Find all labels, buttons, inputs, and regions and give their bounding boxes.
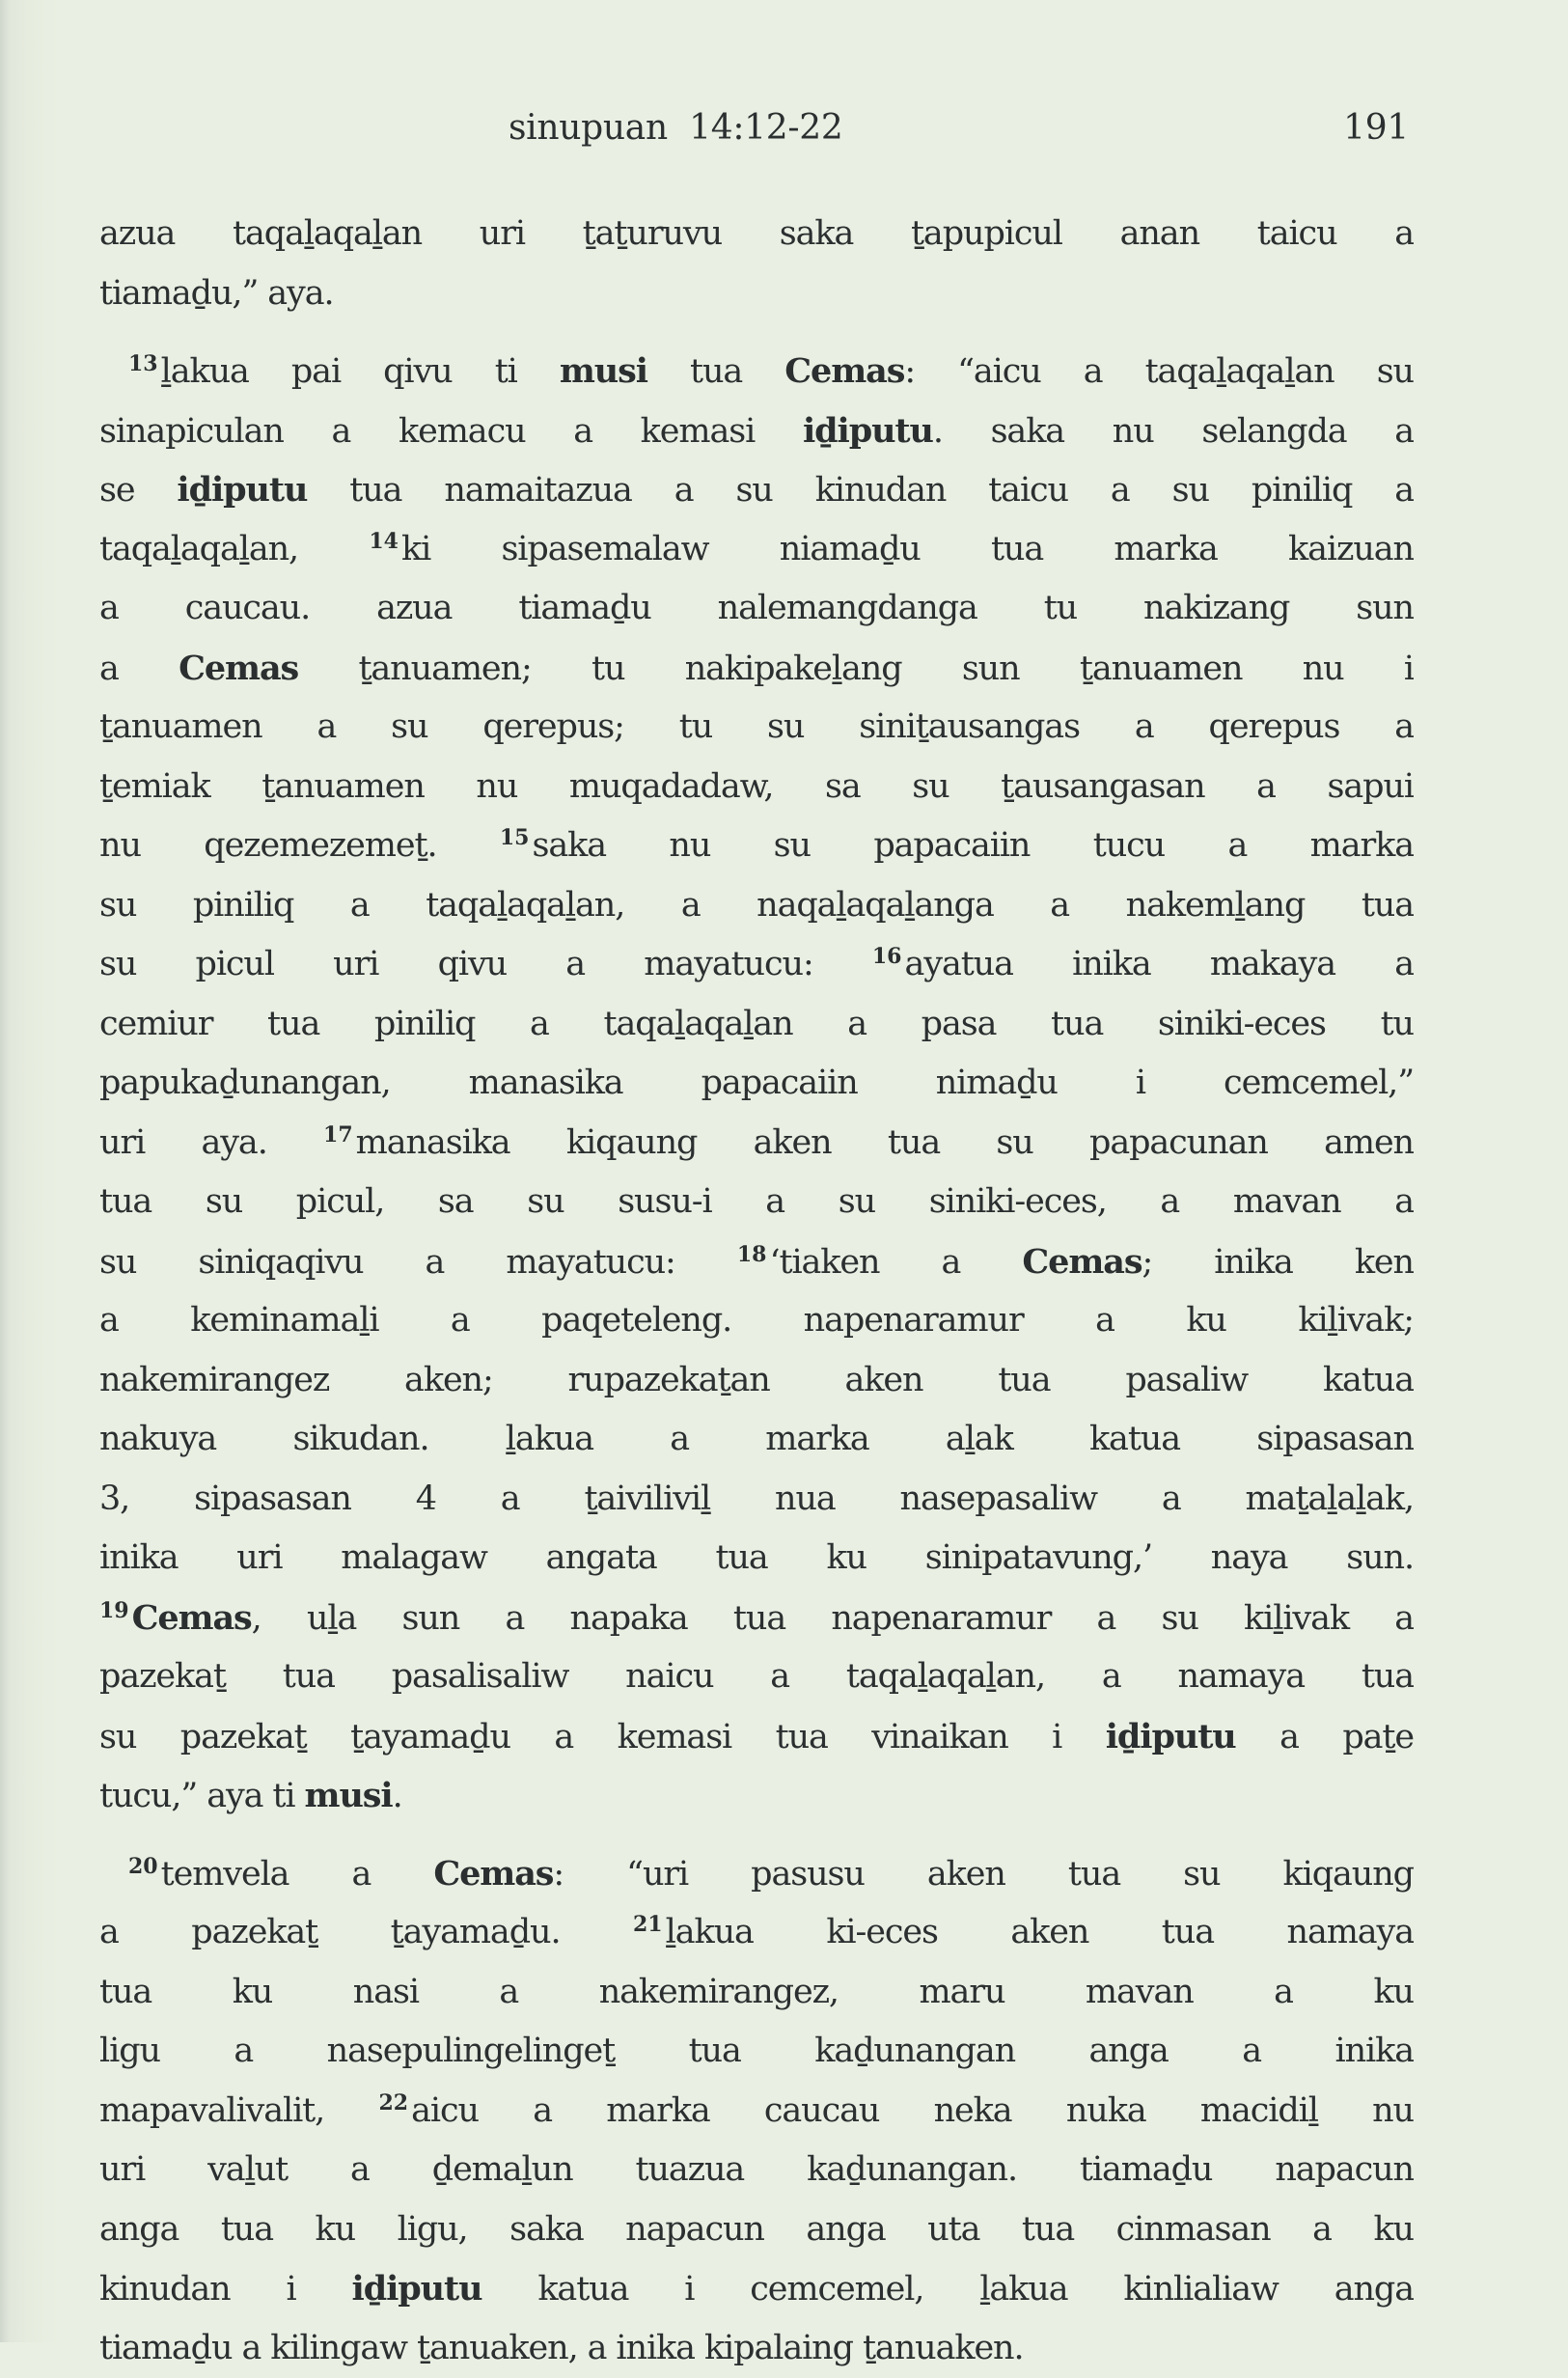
text-line (99, 401, 1414, 461)
text-run: uri aya. (99, 1123, 323, 1162)
text-line (99, 1232, 1414, 1292)
text-run: a keminamaḻi a paqeteleng. napenaramur a ku kiḻivak; (99, 1301, 1414, 1340)
text-run: se (99, 471, 177, 510)
text-run: tua ku nasi a nakemirangez, maru mavan a ku (99, 1973, 1414, 2011)
text-run: sinapiculan a kemacu a kemasi (99, 412, 803, 451)
text-run: , uḻa sun a napaka tua napenaramur a su kiḻivak a (252, 1599, 1414, 1638)
bold-name: iḏiputu (177, 470, 307, 510)
text-line (99, 1963, 1414, 2023)
running-title: sinupuan 14:12-22 (509, 108, 842, 148)
text-run: ligu a nasepulingelingeṯ tua kaḏunangan anga a inika (99, 2032, 1414, 2070)
text-run: temvela a (161, 1855, 434, 1894)
text-run: : “uri pasusu aken tua su kiqaung (553, 1855, 1414, 1894)
text-run: a (99, 650, 179, 688)
text-run: su pazekaṯ ṯayamaḏu a kemasi tua vinaikan i (99, 1718, 1106, 1756)
text-run: papukaḏunangan, manasika papacaiin nimaḏu i cemcemel,” (99, 1064, 1414, 1102)
text-line (99, 1173, 1414, 1232)
text-line (99, 1114, 1414, 1174)
text-line (99, 995, 1414, 1055)
text-line (99, 935, 1414, 995)
text-line (99, 460, 1414, 520)
text-line (99, 639, 1414, 699)
verse-number: 15 (500, 825, 530, 850)
text-run: anga tua ku ligu, saka napacun anga uta tua cinmasan a ku (99, 2210, 1414, 2249)
text-line (99, 1470, 1414, 1530)
text-run: cemiur tua piniliq a taqaḻaqaḻan a pasa tua siniki-eces tu (99, 1005, 1414, 1043)
text-run: tua namaitazua a su kinudan taicu a su piniliq a (307, 471, 1414, 510)
verse-number: 19 (99, 1598, 129, 1623)
text-run: su piniliq a taqaḻaqaḻan, a naqaḻaqaḻanga a nakemḻang tua (99, 886, 1414, 925)
text-run: ‘tiaken a (769, 1243, 1022, 1282)
text-line (99, 698, 1414, 758)
text-run: mapavalivalit, (99, 2091, 378, 2130)
bold-name: musi (560, 351, 647, 391)
text-line (99, 2200, 1414, 2260)
text-line (99, 1589, 1414, 1648)
verse-number: 14 (369, 529, 399, 554)
text-line (99, 1844, 1414, 1904)
verse-number: 17 (323, 1122, 353, 1148)
bold-name: iḏiputu (352, 2269, 482, 2309)
bold-name: Cemas (433, 1854, 553, 1894)
verse-number: 22 (378, 2090, 408, 2115)
text-run: aicu a marka caucau neka nuka macidiḻ nu (411, 2091, 1414, 2130)
text-run: nu qezemezemeṯ. (99, 826, 500, 865)
text-run: ḻakua pai qivu ti (161, 352, 560, 391)
text-line (99, 2141, 1414, 2200)
text-line (99, 1291, 1414, 1351)
text-line (99, 1529, 1414, 1589)
body-text (99, 205, 1414, 2378)
verse-number: 16 (872, 944, 902, 969)
text-line (99, 2319, 1414, 2378)
text-run: ṯanuamen; tu nakipakeḻang sun ṯanuamen nu i (298, 650, 1414, 688)
bold-name: iḏiputu (1106, 1717, 1236, 1756)
text-run: ayatua inika makaya a (905, 945, 1415, 983)
bold-name: musi (305, 1776, 393, 1815)
text-run: ṯanuamen a su qerepus; tu su siniṯausangas a qerepus a (99, 707, 1414, 746)
text-line (99, 520, 1414, 580)
text-run: : “aicu a taqaḻaqaḻan su (904, 352, 1414, 391)
text-run: ki sipasemalaw niamaḏu tua marka kaizuan (401, 530, 1414, 568)
text-run: nakuya sikudan. ḻakua a marka aḻak katua sipasasan (99, 1420, 1414, 1458)
bold-name: Cemas (784, 351, 904, 391)
text-line (99, 1647, 1414, 1707)
page-gutter-shadow (0, 0, 58, 2342)
text-line (99, 816, 1414, 876)
text-run: su siniqaqivu a mayatucu: (99, 1243, 737, 1282)
bold-name: Cemas (132, 1598, 252, 1638)
text-run: su picul uri qivu a mayatucu: (99, 945, 872, 983)
text-run: a pazekaṯ ṯayamaḏu. (99, 1913, 633, 1951)
text-run: tucu,” aya ti (99, 1777, 305, 1815)
text-run: inika uri malagaw angata tua ku sinipatavung,’ naya sun. (99, 1538, 1414, 1577)
bold-name: Cemas (1022, 1242, 1142, 1282)
text-line (99, 2259, 1414, 2319)
text-line (99, 876, 1414, 936)
text-line (99, 2022, 1414, 2082)
text-run: ṯemiak ṯanuamen nu muqadadaw, sa su ṯausangasan a sapui (99, 767, 1414, 806)
page-number: 191 (1343, 108, 1409, 148)
verse-number: 20 (128, 1854, 158, 1879)
bold-name: Cemas (179, 649, 298, 688)
text-run: manasika kiqaung aken tua su papacunan amen (356, 1123, 1414, 1162)
text-line (99, 758, 1414, 817)
text-line (99, 1410, 1414, 1470)
text-run: a caucau. azua tiamaḏu nalemangdanga tu nakizang sun (99, 589, 1414, 627)
text-line (99, 264, 1414, 324)
text-run: tua su picul, sa su susu-i a su siniki-eces, a mavan a (99, 1182, 1414, 1221)
text-line (99, 205, 1414, 264)
running-header (0, 108, 1568, 166)
text-run: . (393, 1777, 402, 1815)
text-run: kinudan i (99, 2270, 352, 2309)
text-run: nakemirangez aken; rupazekaṯan aken tua pasaliw katua (99, 1361, 1414, 1399)
text-run: taqaḻaqaḻan, (99, 530, 369, 568)
text-run: 3, sipasasan 4 a ṯaiviliviḻ nua nasepasaliw a maṯaḻaḻak, (99, 1479, 1414, 1518)
text-run: a paṯe (1236, 1718, 1414, 1756)
text-run: . saka nu selangda a (933, 412, 1414, 451)
text-line (99, 579, 1414, 639)
bold-name: iḏiputu (803, 411, 933, 451)
text-run: tua (647, 352, 784, 391)
text-run: azua taqaḻaqaḻan uri ṯaṯuruvu saka ṯapupicul anan taicu a (99, 214, 1414, 253)
text-line (99, 1351, 1414, 1411)
verse-number: 21 (633, 1912, 663, 1937)
text-line (99, 1766, 1414, 1826)
text-run: katua i cemcemel, ḻakua kinlialiaw anga (481, 2270, 1414, 2309)
text-line (99, 1707, 1414, 1767)
text-run: ; inika ken (1142, 1243, 1414, 1282)
text-run: tiamaḏu,” aya. (99, 274, 334, 313)
text-run: ḻakua ki-eces aken tua namaya (666, 1913, 1414, 1951)
text-run: saka nu su papacaiin tucu a marka (533, 826, 1415, 865)
text-run: uri vaḻut a ḏemaḻun tuazua kaḏunangan. tiamaḏu napacun (99, 2150, 1414, 2189)
text-line (99, 1903, 1414, 1963)
verse-number: 18 (737, 1242, 767, 1267)
text-run: tiamaḏu a kilingaw ṯanuaken, a inika kipalaing ṯanuaken. (99, 2329, 1024, 2367)
text-run: pazekaṯ tua pasalisaliw naicu a taqaḻaqaḻan, a namaya tua (99, 1657, 1414, 1696)
text-line (99, 342, 1414, 401)
text-line (99, 1054, 1414, 1114)
verse-number: 13 (128, 351, 158, 376)
text-line (99, 2082, 1414, 2142)
